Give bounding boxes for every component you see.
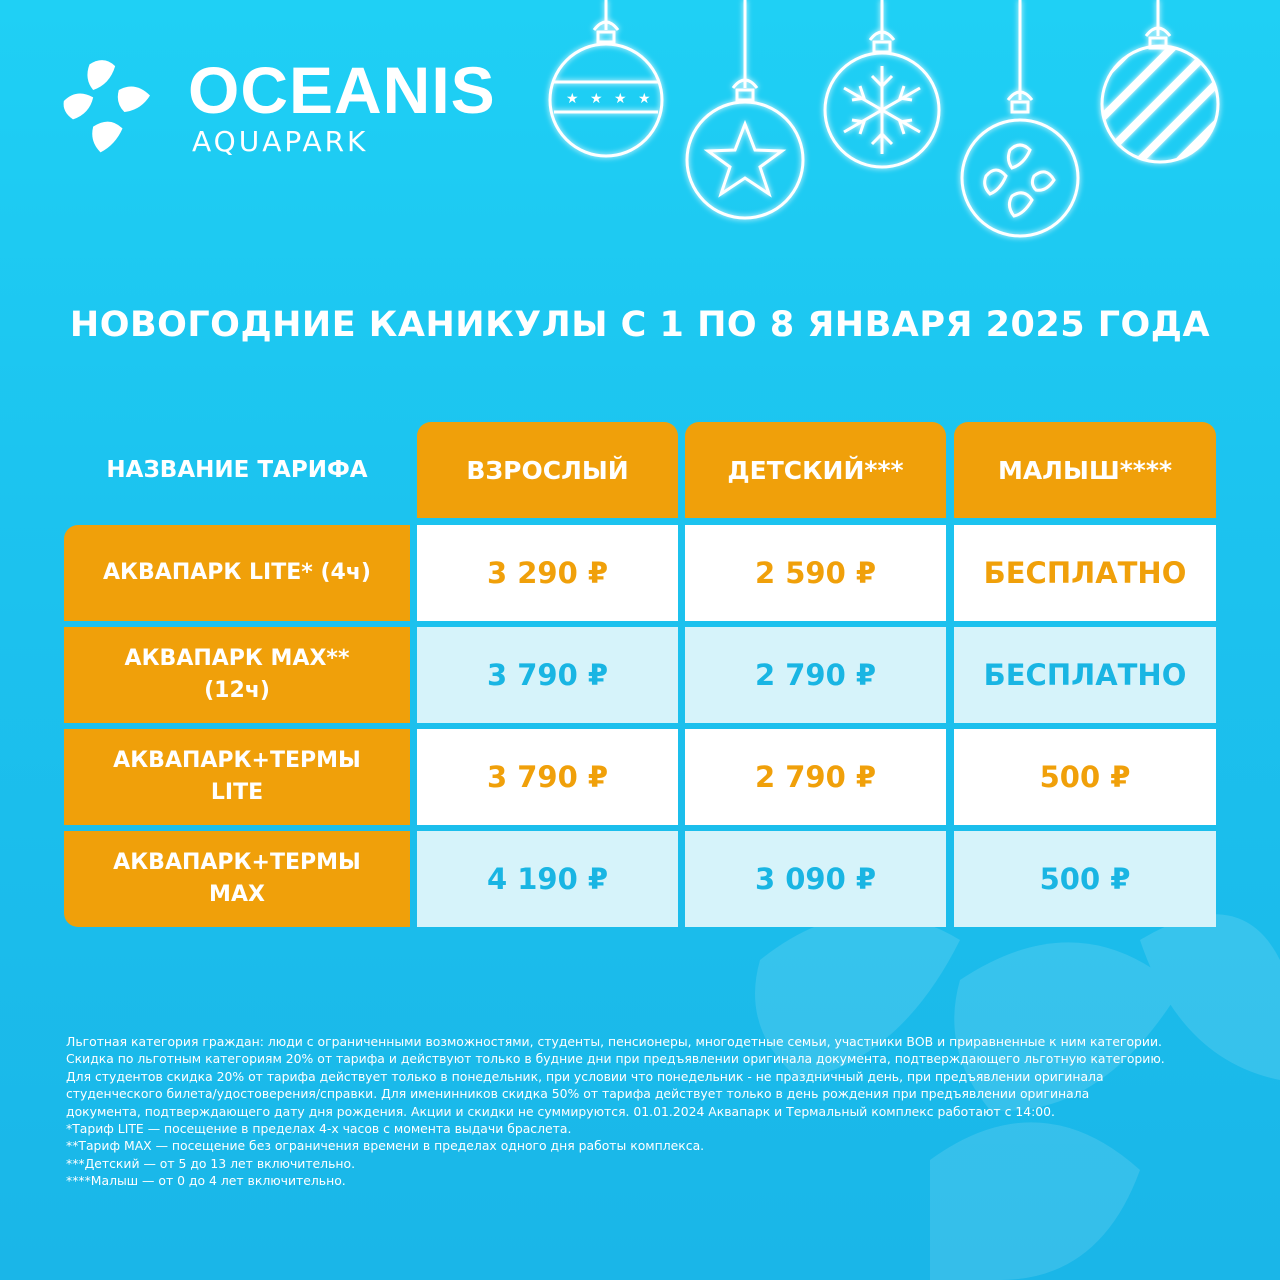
price-cell: 3 090 ₽ — [685, 831, 946, 927]
ornament-stripes-icon — [1080, 0, 1250, 190]
price-cell: БЕСПЛАТНО — [954, 627, 1216, 723]
footnotes — [66, 1033, 1226, 1190]
column-header-baby: МАЛЫШ**** — [954, 422, 1216, 518]
page-title: НОВОГОДНИЕ КАНИКУЛЫ С 1 ПО 8 ЯНВАРЯ 2025 ГОДА — [69, 305, 1211, 345]
tariff-name-thermal-max: АКВАПАРК+ТЕРМЫ MAX — [64, 831, 410, 927]
footnote-line: Скидка по льготным категориям 20% от тарифа и действуют только в будние дни при предъявлении оригинала документа, подтверждающего льготную категорию. — [66, 1051, 1165, 1067]
column-header-child: ДЕТСКИЙ*** — [685, 422, 946, 518]
price-cell: 500 ₽ — [954, 831, 1216, 927]
footnote-line: Для студентов скидка 20% от тарифа действует только в понедельник, при условии что понедельник - не праздничный день, при предъявлении оригинала — [66, 1068, 1104, 1084]
ornament-snowflake-icon — [825, 0, 939, 167]
footnote-line: ***Детский — от 5 до 13 лет включительно. — [66, 1155, 356, 1171]
brand-name: OCEANIS — [188, 53, 496, 127]
ornament-star-icon — [687, 0, 803, 218]
tariff-name-header: НАЗВАНИЕ ТАРИФА — [106, 457, 368, 483]
price-cell: 500 ₽ — [954, 729, 1216, 825]
price-cell: 2 790 ₽ — [685, 627, 946, 723]
footnote-line: *Тариф LITE — посещение в пределах 4-х часов с момента выдачи браслета. — [66, 1121, 572, 1137]
footnote-line: документа, подтверждающего дату дня рождения. Акции и скидки не суммируются. 01.01.2024 Аквапарк и Термальный комплекс работают с 14:00. — [66, 1103, 1055, 1119]
price-cell: БЕСПЛАТНО — [954, 525, 1216, 621]
footnote-line: ****Малыш — от 0 до 4 лет включительно. — [66, 1173, 346, 1189]
oceanis-logo-icon — [62, 52, 172, 172]
tariff-name-lite: АКВАПАРК LITE* (4ч) — [64, 525, 410, 621]
brand-subtitle: AQUAPARK — [192, 125, 369, 158]
tariff-name-thermal-lite: АКВАПАРК+ТЕРМЫ LITE — [64, 729, 410, 825]
svg-text:★: ★ — [566, 91, 579, 107]
footnote-line: **Тариф MAX — посещение без ограничения времени в пределах одного дня работы комплекса. — [66, 1138, 705, 1154]
price-cell: 4 190 ₽ — [417, 831, 678, 927]
price-cell: 3 290 ₽ — [417, 525, 678, 621]
ornament-logo-icon — [962, 0, 1078, 236]
ornament-stars-icon — [550, 0, 662, 156]
svg-text:★: ★ — [590, 91, 603, 107]
tariff-name-max: АКВАПАРК MAX** (12ч) — [64, 627, 410, 723]
price-cell: 3 790 ₽ — [417, 729, 678, 825]
footnote-line: студенческого билета/удостоверения/справки. Для именинников скидка 50% от тарифа действует только в день рождения при предъявлении оригинала — [66, 1086, 1090, 1102]
footnote-line: Льготная категория граждан: люди с ограниченными возможностями, студенты, пенсионеры, многодетные семьи, участники ВОВ и приравненные к ним категории. — [66, 1034, 1162, 1049]
price-cell: 2 590 ₽ — [685, 525, 946, 621]
price-cell: 3 790 ₽ — [417, 627, 678, 723]
svg-text:★: ★ — [638, 91, 651, 107]
price-cell: 2 790 ₽ — [685, 729, 946, 825]
column-header-adult: ВЗРОСЛЫЙ — [417, 422, 678, 518]
svg-text:★: ★ — [614, 91, 627, 107]
